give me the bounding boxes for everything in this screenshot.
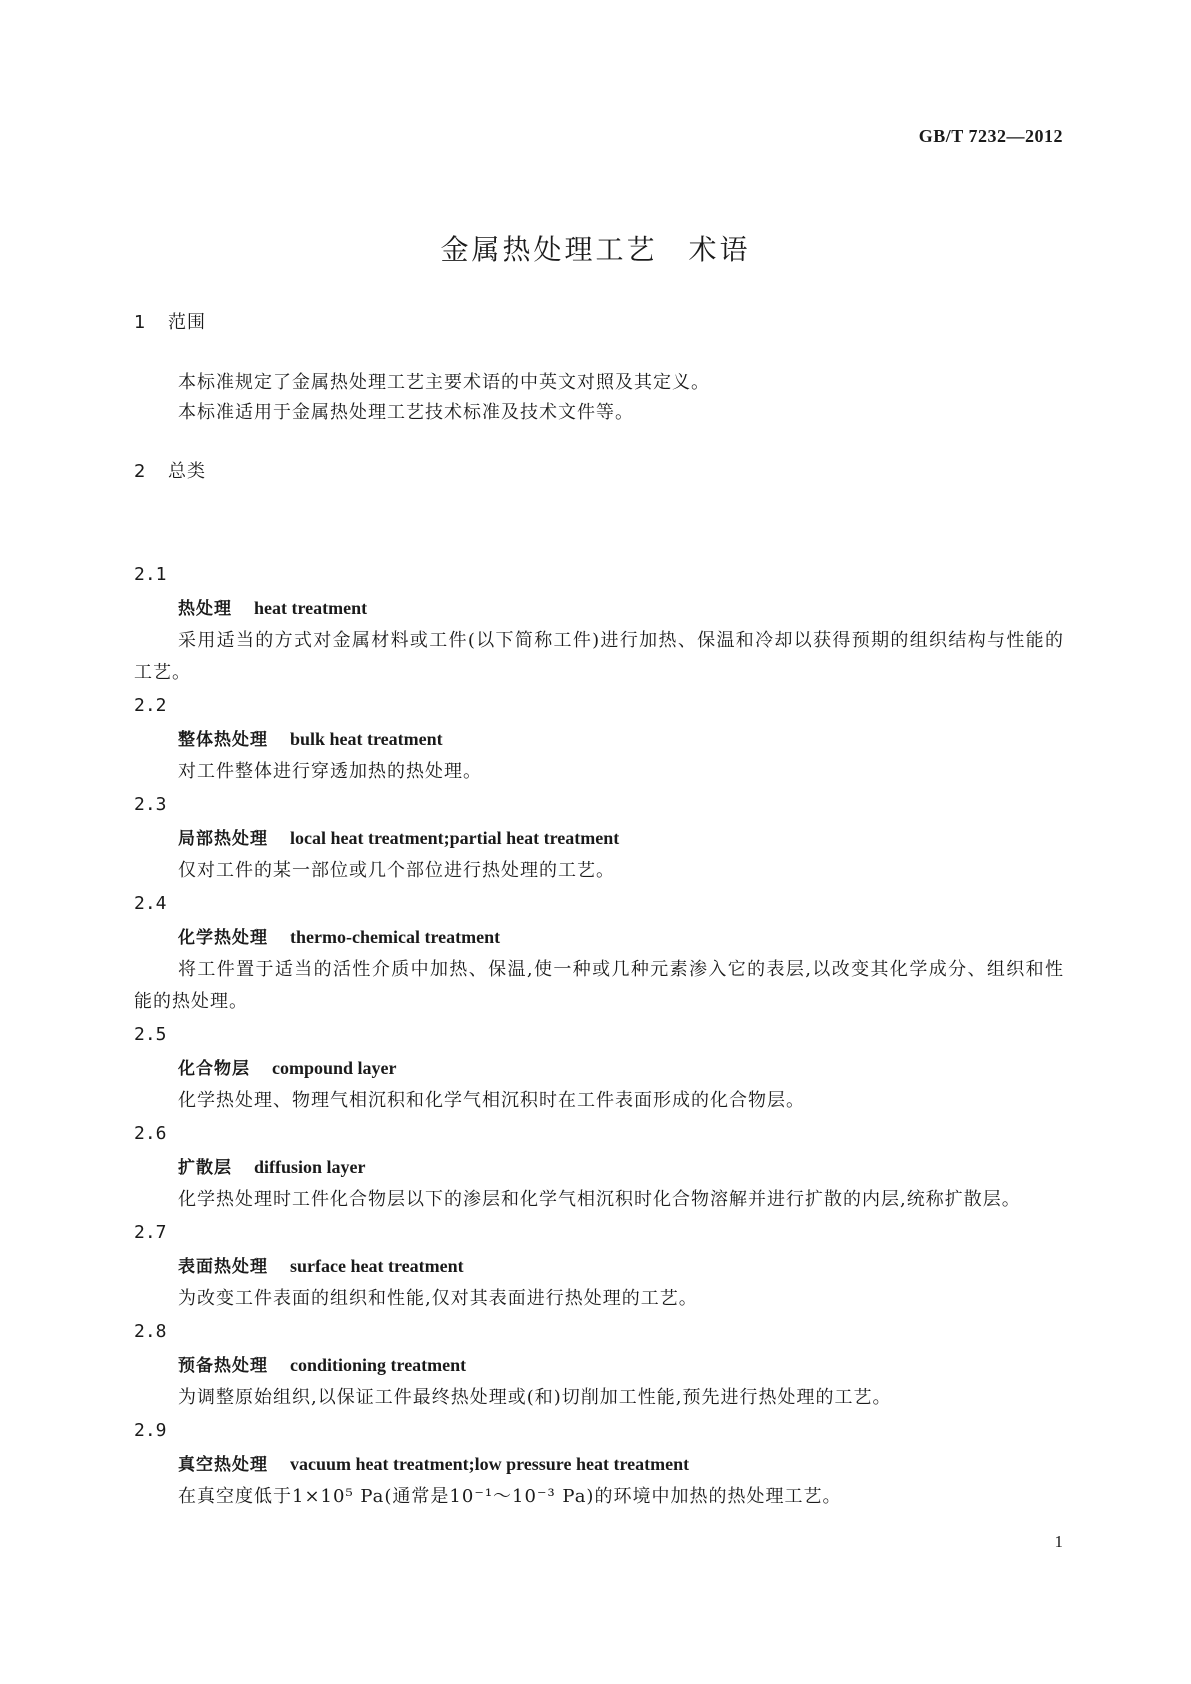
term-name	[134, 1448, 1064, 1481]
term-list	[134, 558, 1064, 1513]
term-chinese: 整体热处理	[178, 730, 268, 750]
term-definition: 在真空度低于1×10⁵ Pa(通常是10⁻¹～10⁻³ Pa)的环境中加热的热处理工艺。	[178, 1486, 842, 1507]
term-chinese: 预备热处理	[178, 1356, 268, 1376]
term-english: diffusion layer	[254, 1157, 366, 1177]
section-title: 总类	[168, 461, 206, 482]
term-definition: 采用适当的方式对金属材料或工件(以下简称工件)进行加热、保温和冷却以获得预期的组织结构与性能的工艺。	[134, 630, 1064, 683]
term-entry	[134, 1414, 1064, 1513]
term-name	[134, 822, 1064, 855]
term-definition: 为改变工件表面的组织和性能,仅对其表面进行热处理的工艺。	[178, 1288, 698, 1309]
term-chinese: 化合物层	[178, 1059, 250, 1079]
scope-paragraph: 本标准规定了金属热处理工艺主要术语的中英文对照及其定义。	[178, 372, 710, 393]
term-name	[134, 1052, 1064, 1085]
document-title: 金属热处理工艺 术语	[440, 233, 751, 266]
standard-code: GB/T 7232—2012	[918, 126, 1063, 146]
term-definition: 对工件整体进行穿透加热的热处理。	[178, 761, 482, 782]
term-name	[134, 921, 1064, 954]
term-english: thermo-chemical treatment	[290, 927, 501, 947]
term-entry	[134, 1216, 1064, 1315]
section-title: 范围	[168, 312, 206, 333]
term-english: conditioning treatment	[290, 1355, 467, 1375]
term-number: 2.1	[134, 564, 167, 585]
page-number: 1	[1054, 1532, 1063, 1551]
term-name	[134, 1151, 1064, 1184]
section-number: 2	[134, 461, 147, 482]
term-chinese: 表面热处理	[178, 1257, 268, 1277]
term-entry	[134, 558, 1064, 689]
term-english: surface heat treatment	[290, 1256, 464, 1276]
term-entry	[134, 887, 1064, 1018]
term-english: compound layer	[272, 1058, 397, 1078]
term-entry	[134, 1315, 1064, 1414]
term-number: 2.3	[134, 794, 167, 815]
term-number: 2.8	[134, 1321, 167, 1342]
term-english: heat treatment	[254, 598, 368, 618]
term-number: 2.2	[134, 695, 167, 716]
term-name	[134, 1349, 1064, 1382]
term-name	[134, 723, 1064, 756]
term-entry	[134, 1018, 1064, 1117]
term-number: 2.4	[134, 893, 167, 914]
section-number: 1	[134, 312, 147, 333]
term-number: 2.7	[134, 1222, 167, 1243]
term-number: 2.5	[134, 1024, 167, 1045]
term-english: vacuum heat treatment;low pressure heat treatment	[290, 1454, 690, 1474]
term-chinese: 化学热处理	[178, 928, 268, 948]
scope-paragraph: 本标准适用于金属热处理工艺技术标准及技术文件等。	[178, 402, 634, 423]
term-chinese: 局部热处理	[178, 829, 268, 849]
term-entry	[134, 689, 1064, 788]
term-definition: 仅对工件的某一部位或几个部位进行热处理的工艺。	[178, 860, 615, 881]
term-name	[134, 592, 1064, 625]
term-english: bulk heat treatment	[290, 729, 443, 749]
term-number: 2.9	[134, 1420, 167, 1441]
section-heading-general	[134, 457, 206, 483]
term-definition: 化学热处理时工件化合物层以下的渗层和化学气相沉积时化合物溶解并进行扩散的内层,统称扩散层。	[178, 1189, 1021, 1210]
term-entry	[134, 788, 1064, 887]
term-number: 2.6	[134, 1123, 167, 1144]
term-definition: 化学热处理、物理气相沉积和化学气相沉积时在工件表面形成的化合物层。	[178, 1090, 805, 1111]
term-chinese: 扩散层	[178, 1158, 232, 1178]
term-english: local heat treatment;partial heat treatment	[290, 828, 620, 848]
section-heading-scope	[134, 308, 206, 334]
term-name	[134, 1250, 1064, 1283]
term-chinese: 真空热处理	[178, 1455, 268, 1475]
term-chinese: 热处理	[178, 599, 232, 619]
term-entry	[134, 1117, 1064, 1216]
term-definition: 为调整原始组织,以保证工件最终热处理或(和)切削加工性能,预先进行热处理的工艺。	[178, 1387, 892, 1408]
term-definition: 将工件置于适当的活性介质中加热、保温,使一种或几种元素渗入它的表层,以改变其化学成分、组织和性能的热处理。	[134, 959, 1064, 1012]
